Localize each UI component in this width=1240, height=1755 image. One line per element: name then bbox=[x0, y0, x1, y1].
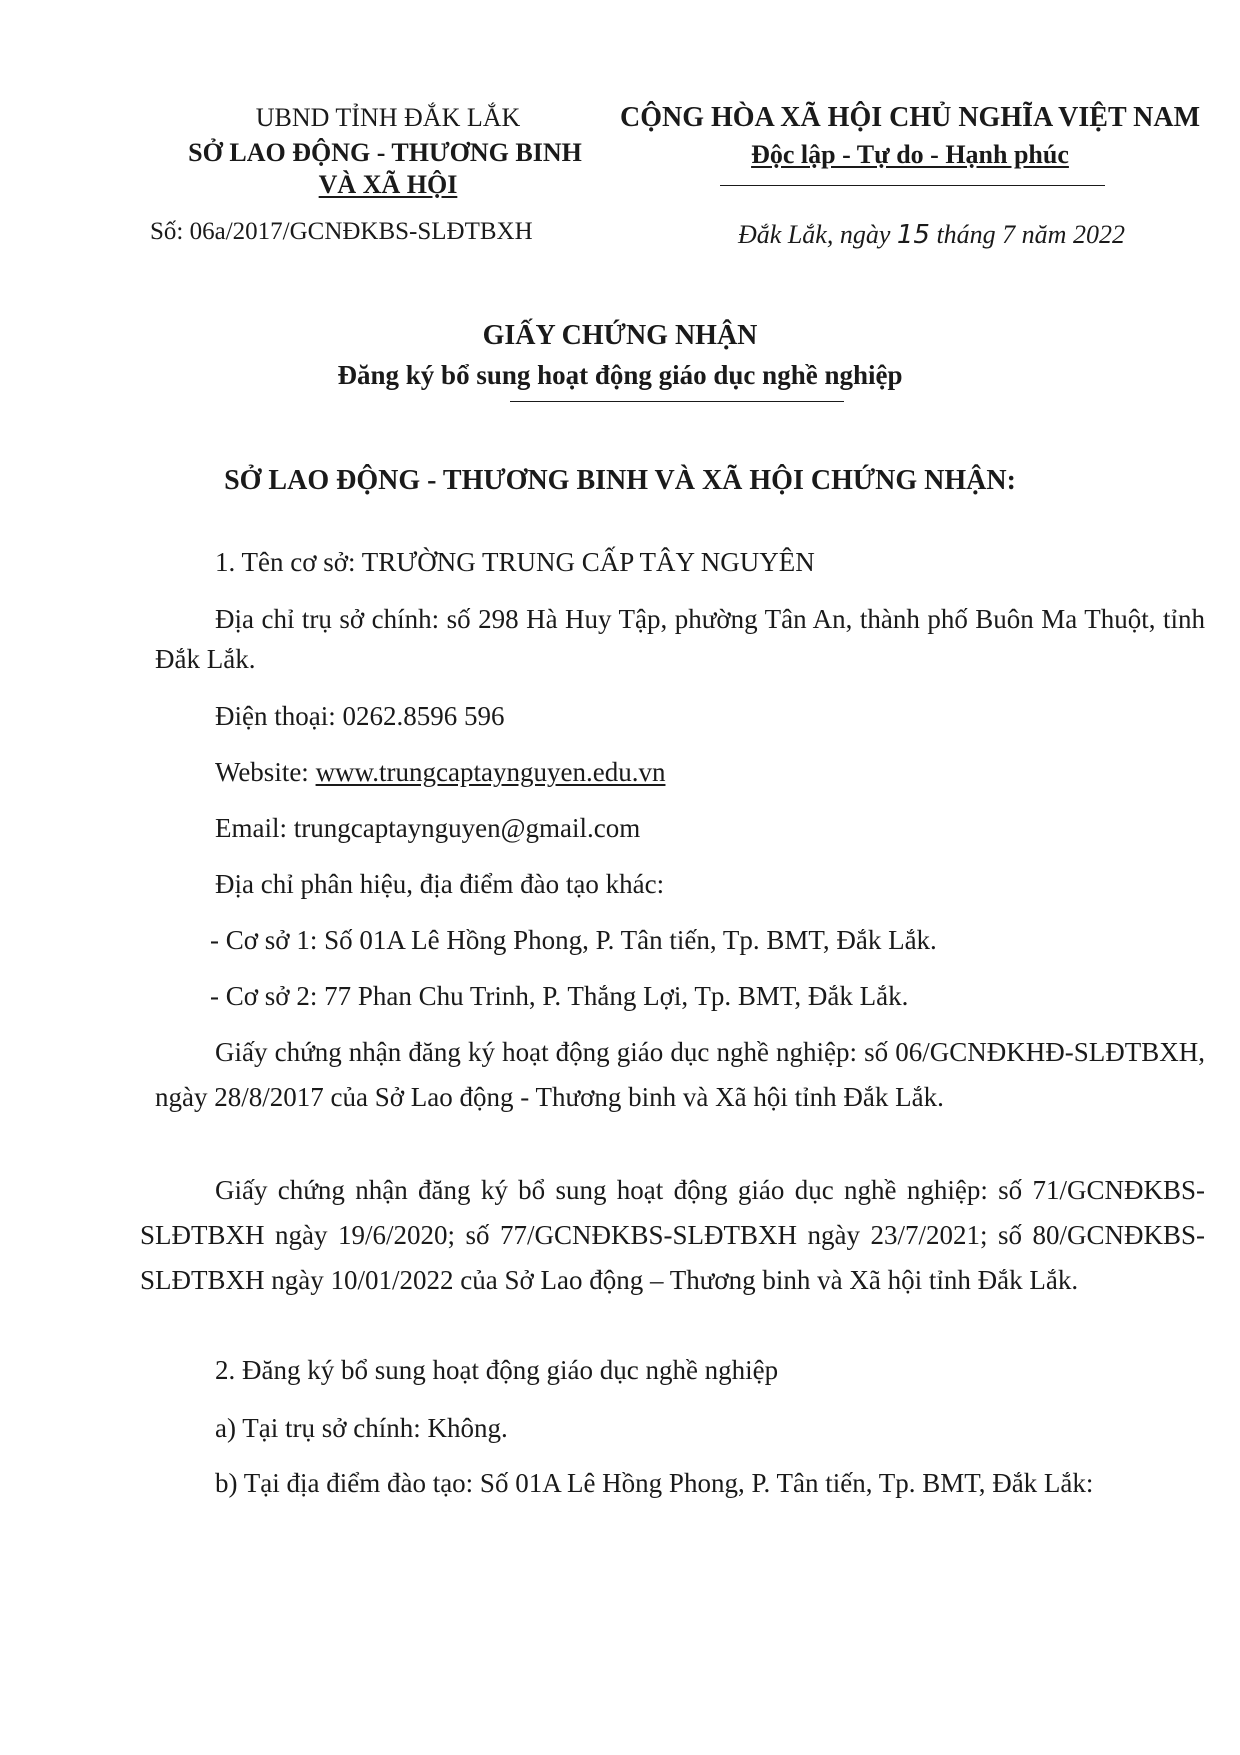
email: Email: trungcaptaynguyen@gmail.com bbox=[215, 813, 641, 843]
subtitle-prefix: Đăng ký bổ bbox=[337, 360, 470, 390]
supplement-certificates: Giấy chứng nhận đăng ký bổ sung hoạt động giáo dục nghề nghiệp: số 71/GCNĐKBS-SLĐTBXH ngày 19/6/2020; số 77/GCNĐKBS-SLĐTBXH ngày 23/7/2021; số 80/GCNĐKBS-SLĐTBXH ngày 10/01/2022 của Sở Lao động – Thương binh và Xã hội tỉnh Đắk Lắk. bbox=[140, 1175, 1205, 1295]
national-motto-text: Độc lập - Tự do - Hạnh phúc bbox=[751, 140, 1069, 169]
certify-heading: SỞ LAO ĐỘNG - THƯƠNG BINH VÀ XÃ HỘI CHỨNG NHẬN: bbox=[224, 465, 1016, 496]
head-office-address: Địa chỉ trụ sở chính: số 298 Hà Huy Tập, phường Tân An, thành phố Buôn Ma Thuột, tỉnh Đắk Lắk. bbox=[155, 604, 1205, 674]
org-name-line2: SỞ LAO ĐỘNG - THƯƠNG BINH bbox=[188, 138, 582, 167]
nation-title: CỘNG HÒA XÃ HỘI CHỦ NGHĨA VIỆT NAM bbox=[619, 102, 1201, 133]
branches-label: Địa chỉ phân hiệu, địa điểm đào tạo khác: bbox=[215, 869, 665, 899]
motto-divider bbox=[720, 185, 1105, 186]
date-suffix: tháng 7 năm 2022 bbox=[936, 220, 1125, 249]
certificate-title: GIẤY CHỨNG NHẬN bbox=[482, 320, 758, 351]
phone-number: Điện thoại: 0262.8596 596 bbox=[215, 701, 505, 731]
title-divider bbox=[510, 401, 844, 402]
branch-1: - Cơ sở 1: Số 01A Lê Hồng Phong, P. Tân tiến, Tp. BMT, Đắk Lắk. bbox=[210, 925, 937, 955]
item-a: a) Tại trụ sở chính: Không. bbox=[215, 1413, 508, 1443]
institution-name: 1. Tên cơ sở: TRƯỜNG TRUNG CẤP TÂY NGUYÊN bbox=[215, 547, 815, 577]
website-link[interactable]: www.trungcaptaynguyen.edu.vn bbox=[315, 757, 666, 787]
subtitle-suffix: nghề nghiệp bbox=[762, 360, 903, 390]
subtitle-middle: sung hoạt động giáo dục bbox=[476, 360, 756, 390]
certificate-subtitle bbox=[0, 360, 1240, 391]
document-number: Số: 06a/2017/GCNĐKBS-SLĐTBXH bbox=[150, 218, 533, 245]
section-2-heading: 2. Đăng ký bổ sung hoạt động giáo dục nghề nghiệp bbox=[215, 1355, 779, 1385]
website-label: Website: bbox=[215, 757, 309, 787]
date-day: 15 bbox=[896, 220, 930, 250]
document-date bbox=[738, 220, 1125, 250]
date-prefix: Đắk Lắk, ngày bbox=[738, 220, 891, 249]
national-motto bbox=[640, 140, 1180, 170]
website bbox=[215, 752, 665, 792]
org-name-line1: UBND TỈNH ĐẮK LẮK bbox=[255, 103, 521, 132]
item-b: b) Tại địa điểm đào tạo: Số 01A Lê Hồng Phong, P. Tân tiến, Tp. BMT, Đắk Lắk: bbox=[215, 1468, 1094, 1498]
org-name-line3 bbox=[198, 170, 578, 200]
registration-certificate: Giấy chứng nhận đăng ký hoạt động giáo dục nghề nghiệp: số 06/GCNĐKHĐ-SLĐTBXH, ngày 28/8/2017 của Sở Lao động - Thương binh và Xã hội tỉnh Đắk Lắk. bbox=[155, 1037, 1205, 1112]
branch-2: - Cơ sở 2: 77 Phan Chu Trinh, P. Thắng Lợi, Tp. BMT, Đắk Lắk. bbox=[210, 981, 909, 1011]
org-name-line3-text: VÀ XÃ HỘI bbox=[318, 170, 458, 199]
